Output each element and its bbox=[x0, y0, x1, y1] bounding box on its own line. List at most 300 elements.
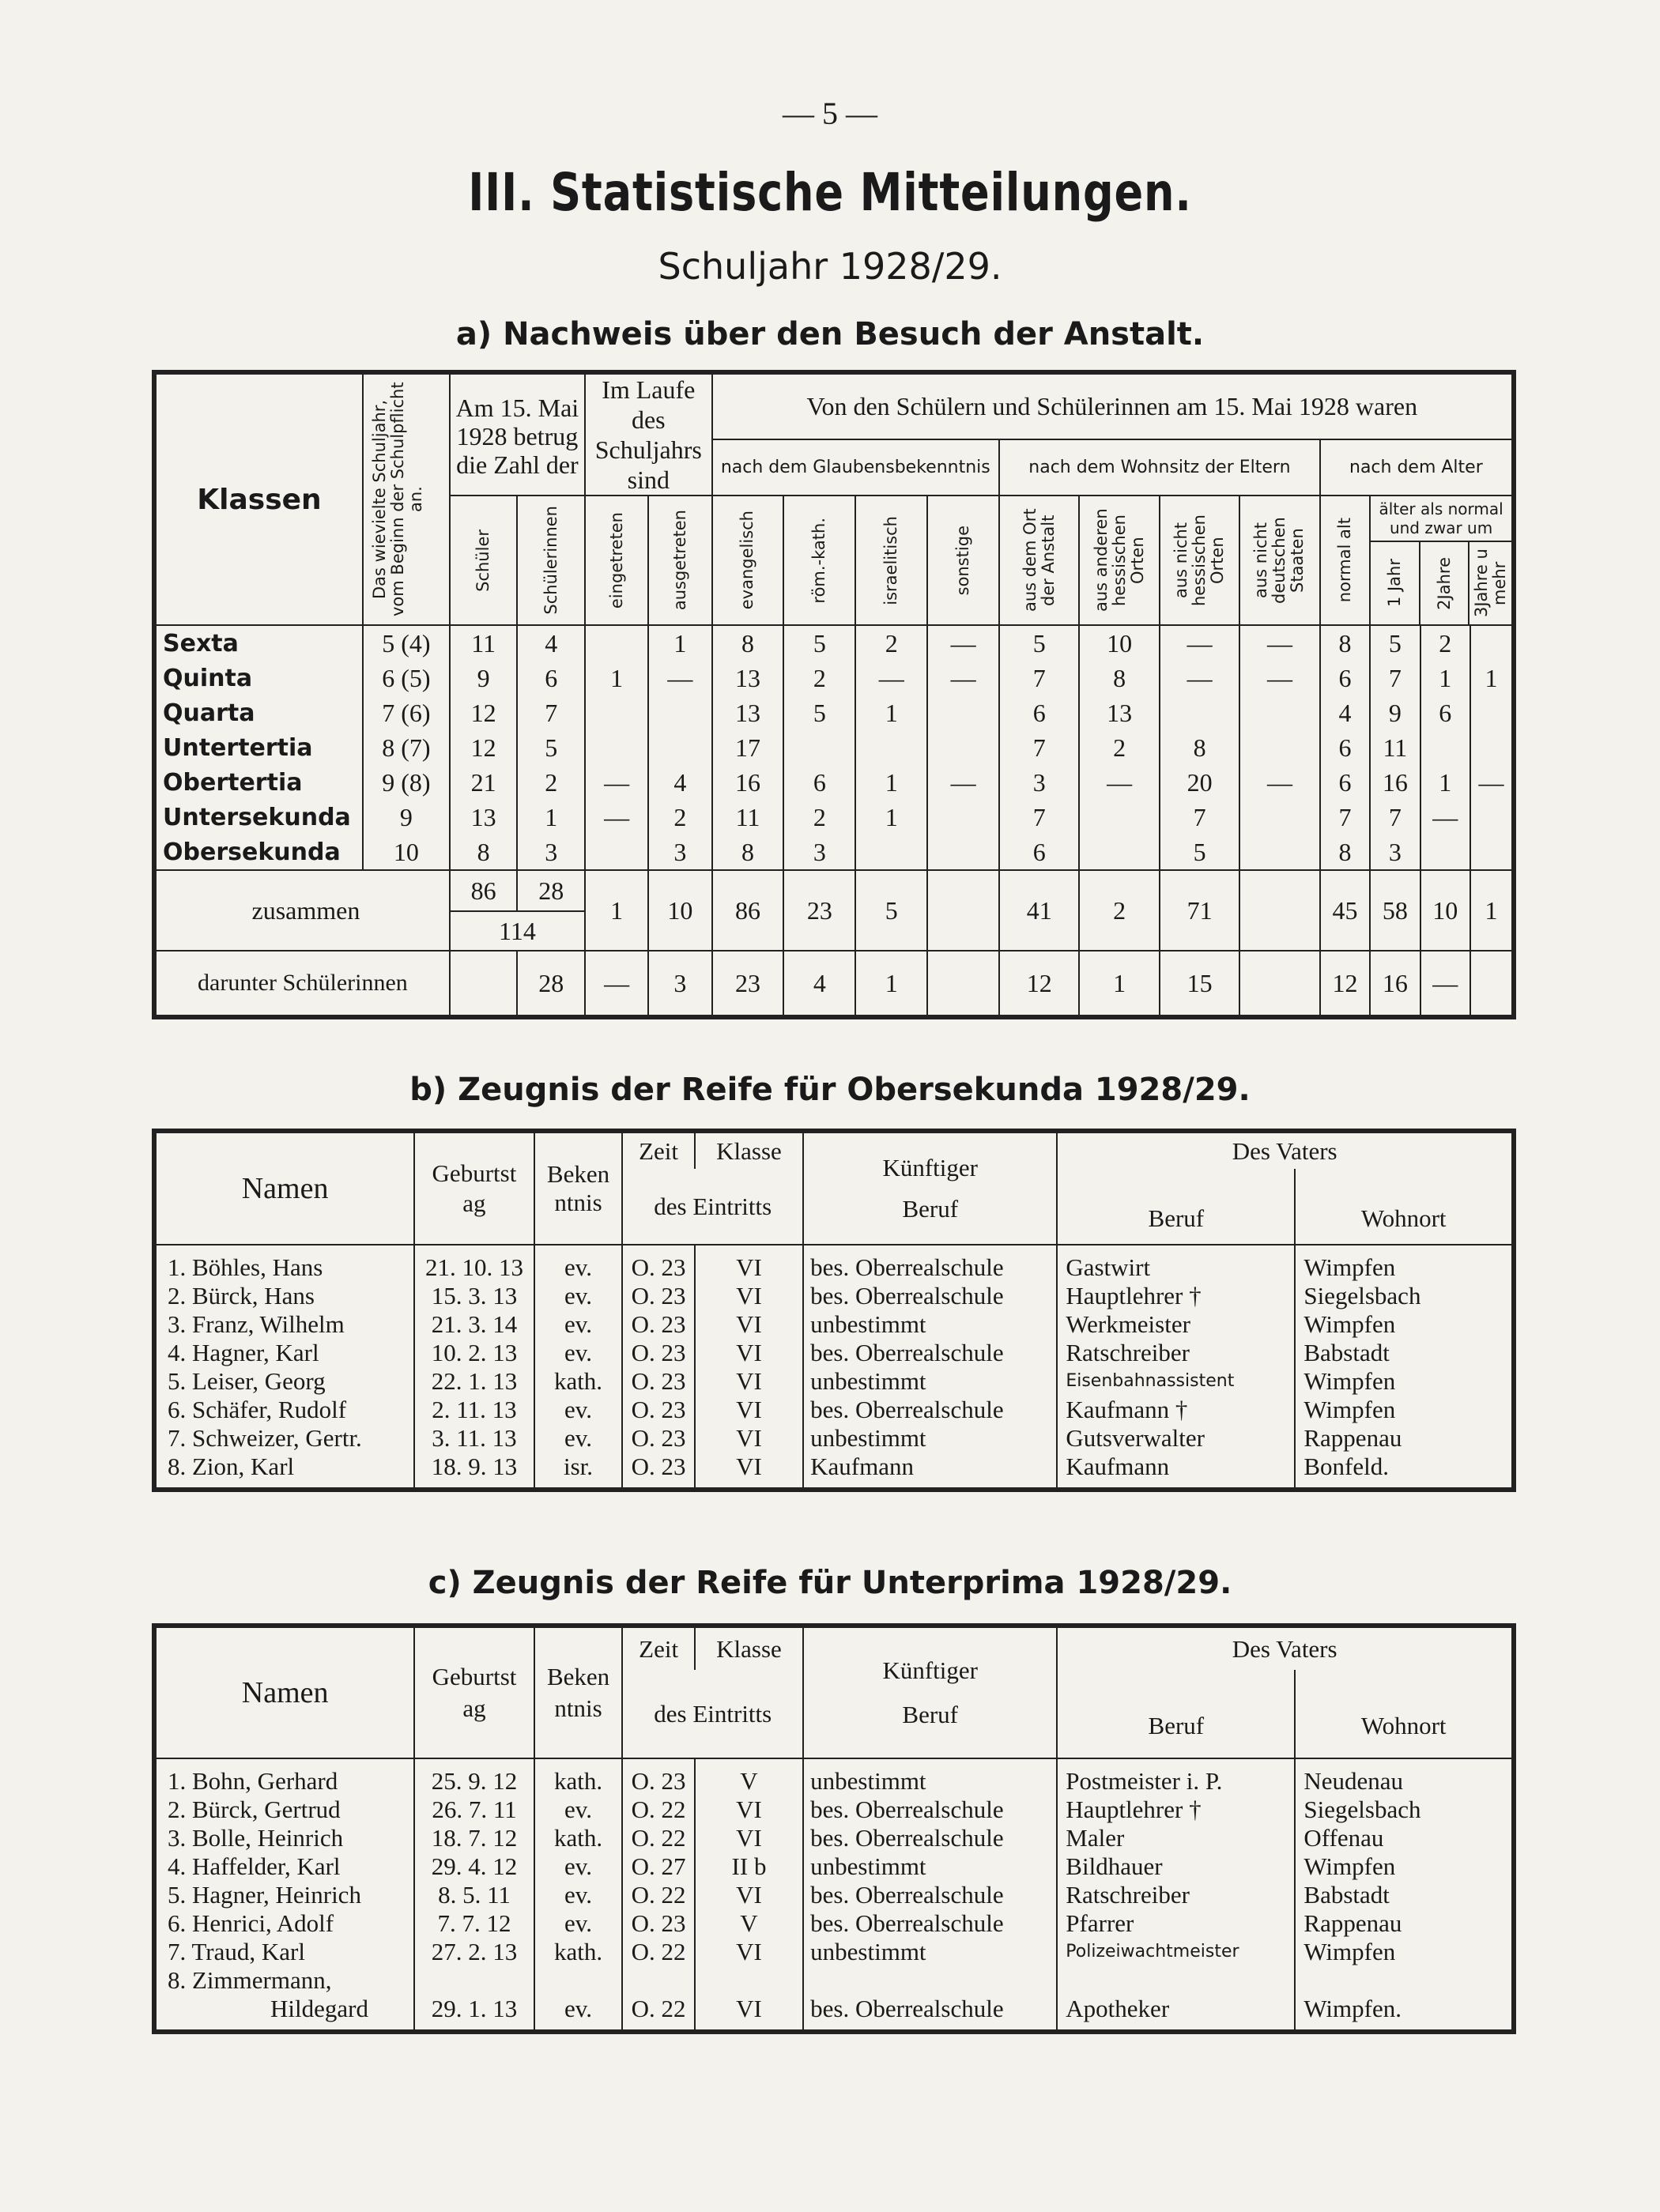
table-cell: — bbox=[927, 765, 999, 800]
table-cell: VI bbox=[695, 1396, 803, 1424]
table-cell: bes. Oberrealschule bbox=[803, 1909, 1057, 1938]
table-row bbox=[154, 1245, 1514, 1282]
sum-j3: 1 bbox=[1470, 870, 1514, 951]
table-cell: 3 bbox=[517, 835, 585, 870]
table-cell: O. 22 bbox=[622, 1966, 694, 2032]
table-cell bbox=[585, 835, 648, 870]
col-wohnort: Wohnort bbox=[1295, 1169, 1514, 1245]
darunter-j2: — bbox=[1420, 951, 1470, 1017]
table-cell: 6 bbox=[999, 835, 1079, 870]
table-cell: ev. bbox=[534, 1881, 623, 1909]
class-name: Untersekunda bbox=[154, 800, 363, 835]
table-cell: — bbox=[1420, 800, 1470, 835]
table-cell: 1 bbox=[648, 625, 711, 661]
sum-normal: 45 bbox=[1320, 870, 1370, 951]
table-cell bbox=[1470, 695, 1514, 730]
table-cell: Kaufmann bbox=[803, 1453, 1057, 1490]
table-cell: Rappenau bbox=[1295, 1909, 1514, 1938]
darunter-ev: 23 bbox=[712, 951, 784, 1017]
table-row bbox=[154, 1310, 1514, 1339]
sum-rk: 23 bbox=[783, 870, 855, 951]
col-geburtstag: Geburtstag bbox=[414, 1131, 534, 1245]
table-cell: 7 bbox=[517, 695, 585, 730]
table-cell: VI bbox=[695, 1796, 803, 1824]
col-namen: Namen bbox=[154, 1626, 414, 1758]
table-cell: 5 bbox=[999, 625, 1079, 661]
col-des-vaters: Des Vaters bbox=[1057, 1626, 1514, 1670]
table-row bbox=[154, 1367, 1514, 1396]
table-cell: 5. Leiser, Georg bbox=[154, 1367, 414, 1396]
table-cell: 5 bbox=[1160, 835, 1239, 870]
darunter-schuelerinnen: 28 bbox=[517, 951, 585, 1017]
table-cell bbox=[648, 730, 711, 765]
table-cell: O. 22 bbox=[622, 1796, 694, 1824]
table-cell: 7 bbox=[999, 800, 1079, 835]
table-cell: 1 bbox=[517, 800, 585, 835]
table-cell bbox=[1239, 730, 1319, 765]
table-cell bbox=[1239, 800, 1319, 835]
table-row bbox=[154, 1938, 1514, 1966]
table-cell: 7 bbox=[999, 730, 1079, 765]
table-row bbox=[154, 661, 1514, 695]
table-cell: Wimpfen bbox=[1295, 1852, 1514, 1881]
table-cell: 6. Schäfer, Rudolf bbox=[154, 1396, 414, 1424]
col-aus-dem-ort: aus dem Ort der Anstalt bbox=[999, 496, 1079, 625]
col-glaube: nach dem Glaubensbekenntnis bbox=[712, 439, 999, 496]
table-cell: 12 bbox=[450, 695, 518, 730]
table-cell: 3 bbox=[1370, 835, 1420, 870]
col-wohnort: Wohnort bbox=[1295, 1670, 1514, 1758]
sum-nichtdt bbox=[1239, 870, 1319, 951]
table-cell: 18. 7. 12 bbox=[414, 1824, 534, 1852]
table-cell: Gutsverwalter bbox=[1057, 1424, 1295, 1453]
col-bekenntnis: Bekenntnis bbox=[534, 1626, 623, 1758]
table-cell: VI bbox=[695, 1824, 803, 1852]
class-name: Untertertia bbox=[154, 730, 363, 765]
table-cell: O. 23 bbox=[622, 1282, 695, 1310]
table-cell: 1 bbox=[855, 800, 927, 835]
darunter-rk: 4 bbox=[783, 951, 855, 1017]
table-cell: ev. bbox=[534, 1852, 623, 1881]
table-cell: 1 bbox=[1420, 765, 1470, 800]
col-klasse: Klasse bbox=[695, 1131, 803, 1169]
table-cell: 1. Böhles, Hans bbox=[154, 1245, 414, 1282]
table-cell: unbestimmt bbox=[803, 1758, 1057, 1796]
table-cell bbox=[1470, 625, 1514, 661]
table-cell: VI bbox=[695, 1245, 803, 1282]
table-cell bbox=[855, 835, 927, 870]
table-cell: 29. 1. 13 bbox=[414, 1966, 534, 2032]
table-row bbox=[154, 1758, 1514, 1796]
table-cell: 2 bbox=[1420, 625, 1470, 661]
table-cell: 13 bbox=[712, 695, 784, 730]
table-cell: ev. bbox=[534, 1909, 623, 1938]
table-cell: 6 bbox=[783, 765, 855, 800]
table-cell: bes. Oberrealschule bbox=[803, 1966, 1057, 2032]
darunter-nichtdt bbox=[1239, 951, 1319, 1017]
table-row bbox=[154, 1966, 1514, 2032]
table-cell: O. 23 bbox=[622, 1909, 694, 1938]
table-cell: 15. 3. 13 bbox=[414, 1282, 534, 1310]
table-cell: 2. Bürck, Gertrud bbox=[154, 1796, 414, 1824]
sum-is: 5 bbox=[855, 870, 927, 951]
table-cell: unbestimmt bbox=[803, 1310, 1057, 1339]
table-cell: 16 bbox=[1370, 765, 1420, 800]
table-cell: 3 bbox=[999, 765, 1079, 800]
table-cell bbox=[855, 730, 927, 765]
table-cell: Kaufmann † bbox=[1057, 1396, 1295, 1424]
table-cell: 1 bbox=[855, 695, 927, 730]
table-cell: Gastwirt bbox=[1057, 1245, 1295, 1282]
table-cell: Bonfeld. bbox=[1295, 1453, 1514, 1490]
table-cell: bes. Oberrealschule bbox=[803, 1796, 1057, 1824]
section-c-heading: c) Zeugnis der Reife für Unterprima 1928/29. bbox=[428, 1565, 1232, 1601]
table-cell: 8 (7) bbox=[363, 730, 450, 765]
table-cell: 1 bbox=[855, 765, 927, 800]
sum-nichthess: 71 bbox=[1160, 870, 1239, 951]
sum-ein: 1 bbox=[585, 870, 648, 951]
col-im-laufe: Im Laufe des Schuljahrs sind bbox=[585, 372, 712, 496]
class-name: Obersekunda bbox=[154, 835, 363, 870]
table-cell bbox=[927, 835, 999, 870]
table-cell: ev. bbox=[534, 1245, 623, 1282]
darunter-andere: 1 bbox=[1079, 951, 1159, 1017]
table-cell: Pfarrer bbox=[1057, 1909, 1295, 1938]
table-row bbox=[154, 695, 1514, 730]
table-cell bbox=[927, 730, 999, 765]
darunter-j1: 16 bbox=[1370, 951, 1420, 1017]
table-cell: 11 bbox=[712, 800, 784, 835]
table-cell: 20 bbox=[1160, 765, 1239, 800]
table-cell: — bbox=[1239, 765, 1319, 800]
table-cell: O. 23 bbox=[622, 1453, 695, 1490]
page-title: III. Statistische Mitteilungen. bbox=[468, 162, 1192, 223]
table-row bbox=[154, 1396, 1514, 1424]
table-cell bbox=[1239, 695, 1319, 730]
class-name: Quinta bbox=[154, 661, 363, 695]
table-cell: 4. Haffelder, Karl bbox=[154, 1852, 414, 1881]
table-cell: — bbox=[927, 625, 999, 661]
table-cell: V bbox=[695, 1909, 803, 1938]
darunter-nichthess: 15 bbox=[1160, 951, 1239, 1017]
table-cell: 6. Henrici, Adolf bbox=[154, 1909, 414, 1938]
col-nicht-deutschen: aus nicht deutschen Staaten bbox=[1239, 496, 1319, 625]
table-cell bbox=[1160, 695, 1239, 730]
section-b-heading: b) Zeugnis der Reife für Obersekunda 1928/29. bbox=[409, 1072, 1251, 1108]
table-cell: 13 bbox=[712, 661, 784, 695]
table-cell bbox=[783, 730, 855, 765]
table-cell: 8 bbox=[1079, 661, 1159, 695]
col-des-vaters: Des Vaters bbox=[1057, 1131, 1514, 1169]
table-row bbox=[154, 765, 1514, 800]
table-cell: Neudenau bbox=[1295, 1758, 1514, 1796]
table-cell: Maler bbox=[1057, 1824, 1295, 1852]
col-geburtstag: Geburtstag bbox=[414, 1626, 534, 1758]
table-cell: 6 bbox=[1320, 765, 1370, 800]
table-cell: — bbox=[585, 765, 648, 800]
table-cell: 7 bbox=[1370, 800, 1420, 835]
table-cell: 3 bbox=[648, 835, 711, 870]
table-cell: O. 23 bbox=[622, 1339, 695, 1367]
table-cell: 6 bbox=[999, 695, 1079, 730]
col-sonstige: sonstige bbox=[927, 496, 999, 625]
table-cell: O. 22 bbox=[622, 1938, 694, 1966]
sum-so bbox=[927, 870, 999, 951]
table-cell: Wimpfen bbox=[1295, 1367, 1514, 1396]
table-cell: VI bbox=[695, 1339, 803, 1367]
col-des-eintritts: des Eintritts bbox=[622, 1169, 803, 1245]
table-cell: 7 bbox=[999, 661, 1079, 695]
table-cell: Kaufmann bbox=[1057, 1453, 1295, 1490]
darunter-ein: — bbox=[585, 951, 648, 1017]
table-cell: 11 bbox=[1370, 730, 1420, 765]
table-cell: unbestimmt bbox=[803, 1367, 1057, 1396]
table-cell: Siegelsbach bbox=[1295, 1796, 1514, 1824]
table-row bbox=[154, 1824, 1514, 1852]
table-cell bbox=[1239, 835, 1319, 870]
col-beruf: Beruf bbox=[1057, 1670, 1295, 1758]
table-cell: 8 bbox=[1320, 625, 1370, 661]
darunter-j3 bbox=[1470, 951, 1514, 1017]
table-cell: 8 bbox=[450, 835, 518, 870]
darunter-ort: 12 bbox=[999, 951, 1079, 1017]
table-cell: Wimpfen bbox=[1295, 1310, 1514, 1339]
table-cell: Wimpfen bbox=[1295, 1938, 1514, 1966]
table-cell bbox=[1470, 730, 1514, 765]
table-cell: — bbox=[585, 800, 648, 835]
col-eingetreten: eingetreten bbox=[585, 496, 648, 625]
table-cell: O. 27 bbox=[622, 1852, 694, 1881]
table-cell: Postmeister i. P. bbox=[1057, 1758, 1295, 1796]
col-bekenntnis: Bekenntnis bbox=[534, 1131, 623, 1245]
table-cell: O. 23 bbox=[622, 1310, 695, 1339]
table-cell: — bbox=[855, 661, 927, 695]
table-cell: V bbox=[695, 1758, 803, 1796]
name-cell bbox=[154, 1966, 414, 2032]
darunter-is: 1 bbox=[855, 951, 927, 1017]
darunter-schueler bbox=[450, 951, 518, 1017]
table-cell: ev. bbox=[534, 1796, 623, 1824]
table-cell: Hauptlehrer † bbox=[1057, 1282, 1295, 1310]
table-cell: 12 bbox=[450, 730, 518, 765]
table-cell: 10. 2. 13 bbox=[414, 1339, 534, 1367]
col-nicht-hessischen: aus nicht hessischen Orten bbox=[1160, 496, 1239, 625]
col-1-jahr: 1 Jahr bbox=[1371, 542, 1420, 624]
table-cell: 10 bbox=[363, 835, 450, 870]
darunter-aus: 3 bbox=[648, 951, 711, 1017]
sum-ort: 41 bbox=[999, 870, 1079, 951]
table-cell: Babstadt bbox=[1295, 1881, 1514, 1909]
table-cell: O. 23 bbox=[622, 1245, 695, 1282]
table-cell: Wimpfen. bbox=[1295, 1966, 1514, 2032]
table-cell bbox=[1420, 730, 1470, 765]
table-cell bbox=[585, 695, 648, 730]
table-cell: Wimpfen bbox=[1295, 1396, 1514, 1424]
table-cell: O. 23 bbox=[622, 1424, 695, 1453]
table-cell: VI bbox=[695, 1310, 803, 1339]
table-row bbox=[154, 1282, 1514, 1310]
table-cell: bes. Oberrealschule bbox=[803, 1245, 1057, 1282]
table-row bbox=[154, 800, 1514, 835]
col-alter: nach dem Alter bbox=[1320, 439, 1514, 496]
table-cell: kath. bbox=[534, 1824, 623, 1852]
table-cell bbox=[1079, 835, 1159, 870]
darunter-so bbox=[927, 951, 999, 1017]
table-row bbox=[154, 835, 1514, 870]
table-cell bbox=[1470, 835, 1514, 870]
table-cell: 7. Schweizer, Gertr. bbox=[154, 1424, 414, 1453]
table-cell: 9 (8) bbox=[363, 765, 450, 800]
table-cell: 2. 11. 13 bbox=[414, 1396, 534, 1424]
name-line-1: 8. Zimmermann, bbox=[168, 1966, 332, 1994]
table-cell bbox=[1079, 800, 1159, 835]
table-cell: O. 22 bbox=[622, 1881, 694, 1909]
table-cell: 7 bbox=[1160, 800, 1239, 835]
table-cell: kath. bbox=[534, 1758, 623, 1796]
table-cell: 18. 9. 13 bbox=[414, 1453, 534, 1490]
section-a-heading: a) Nachweis über den Besuch der Anstalt. bbox=[455, 316, 1205, 352]
table-row bbox=[154, 1424, 1514, 1453]
table-cell: 2 bbox=[1079, 730, 1159, 765]
table-cell: bes. Oberrealschule bbox=[803, 1881, 1057, 1909]
table-cell: isr. bbox=[534, 1453, 623, 1490]
table-cell: 5 bbox=[783, 695, 855, 730]
class-name: Sexta bbox=[154, 625, 363, 661]
table-cell: 6 (5) bbox=[363, 661, 450, 695]
col-namen: Namen bbox=[154, 1131, 414, 1245]
col-israelitisch: israelitisch bbox=[855, 496, 927, 625]
table-cell: Ratschreiber bbox=[1057, 1881, 1295, 1909]
table-cell: 8. Zion, Karl bbox=[154, 1453, 414, 1490]
table-cell: ev. bbox=[534, 1966, 623, 2032]
col-schuelerinnen: Schülerinnen bbox=[517, 496, 585, 625]
table-cell: 17 bbox=[712, 730, 784, 765]
page-number: — 5 — bbox=[783, 96, 877, 131]
darunter-label: darunter Schülerinnen bbox=[154, 951, 450, 1017]
table-cell bbox=[585, 730, 648, 765]
col-beruf: Beruf bbox=[1057, 1169, 1295, 1245]
table-cell: — bbox=[648, 661, 711, 695]
table-cell: kath. bbox=[534, 1367, 623, 1396]
table-cell: VI bbox=[695, 1424, 803, 1453]
col-kuenftiger: Künftiger Beruf bbox=[803, 1626, 1057, 1758]
table-row bbox=[154, 1796, 1514, 1824]
unterprima-table bbox=[152, 1623, 1516, 2034]
table-row bbox=[154, 1909, 1514, 1938]
page-subtitle: Schuljahr 1928/29. bbox=[658, 245, 1002, 288]
table-cell: unbestimmt bbox=[803, 1424, 1057, 1453]
col-am15: Am 15. Mai 1928 betrug die Zahl der bbox=[450, 372, 585, 496]
table-row bbox=[154, 625, 1514, 661]
table-cell: 8. 5. 11 bbox=[414, 1881, 534, 1909]
table-cell: bes. Oberrealschule bbox=[803, 1824, 1057, 1852]
table-cell: 13 bbox=[1079, 695, 1159, 730]
col-normal-alt: normal alt bbox=[1320, 496, 1370, 625]
table-cell: 2 bbox=[783, 661, 855, 695]
table-cell: 7. 7. 12 bbox=[414, 1909, 534, 1938]
table-cell bbox=[927, 695, 999, 730]
table-row bbox=[154, 1453, 1514, 1490]
col-klasse: Klasse bbox=[695, 1626, 803, 1670]
table-cell: — bbox=[1160, 661, 1239, 695]
col-schueler: Schüler bbox=[450, 496, 518, 625]
sum-aus: 10 bbox=[648, 870, 711, 951]
table-cell: Bildhauer bbox=[1057, 1852, 1295, 1881]
table-cell: 13 bbox=[450, 800, 518, 835]
table-cell: 6 bbox=[1420, 695, 1470, 730]
col-klassen: Klassen bbox=[154, 372, 363, 625]
attendance-table bbox=[152, 370, 1516, 1019]
table-cell: 7 bbox=[1370, 661, 1420, 695]
table-cell: 7 (6) bbox=[363, 695, 450, 730]
col-aelter: älter als normal und zwar um 1 Jahr 2Jahre 3Jahre u mehr bbox=[1370, 496, 1514, 625]
table-row bbox=[154, 1881, 1514, 1909]
table-cell: — bbox=[1470, 765, 1514, 800]
table-cell: Offenau bbox=[1295, 1824, 1514, 1852]
table-cell: Eisenbahnassistent bbox=[1057, 1367, 1295, 1396]
table-cell: bes. Oberrealschule bbox=[803, 1396, 1057, 1424]
table-cell: 5 bbox=[517, 730, 585, 765]
table-cell bbox=[585, 625, 648, 661]
table-cell: Hauptlehrer † bbox=[1057, 1796, 1295, 1824]
table-cell: 5. Hagner, Heinrich bbox=[154, 1881, 414, 1909]
table-cell: unbestimmt bbox=[803, 1938, 1057, 1966]
table-cell: II b bbox=[695, 1852, 803, 1881]
table-cell: 9 bbox=[1370, 695, 1420, 730]
table-cell: 4. Hagner, Karl bbox=[154, 1339, 414, 1367]
table-cell: 2 bbox=[783, 800, 855, 835]
darunter-row bbox=[154, 951, 1514, 1017]
table-cell: O. 23 bbox=[622, 1396, 695, 1424]
table-cell: 25. 9. 12 bbox=[414, 1758, 534, 1796]
table-cell: Werkmeister bbox=[1057, 1310, 1295, 1339]
table-cell bbox=[927, 800, 999, 835]
table-cell: O. 23 bbox=[622, 1367, 695, 1396]
table-cell: — bbox=[927, 661, 999, 695]
table-cell: 3. Bolle, Heinrich bbox=[154, 1824, 414, 1852]
col-schuljahr: Das wievielte Schuljahr, vom Beginn der Schulpflicht an. bbox=[363, 372, 450, 625]
table-cell: ev. bbox=[534, 1339, 623, 1367]
sum-label: zusammen bbox=[154, 870, 450, 951]
table-cell: — bbox=[1239, 661, 1319, 695]
table-cell: VI bbox=[695, 1453, 803, 1490]
table-cell: 3 bbox=[783, 835, 855, 870]
sum-andere: 2 bbox=[1079, 870, 1159, 951]
table-cell: VI bbox=[695, 1282, 803, 1310]
table-cell: 6 bbox=[1320, 730, 1370, 765]
table-cell: ev. bbox=[534, 1282, 623, 1310]
table-cell: 5 bbox=[1370, 625, 1420, 661]
table-row bbox=[154, 1852, 1514, 1881]
table-cell: 11 bbox=[450, 625, 518, 661]
table-cell: 9 bbox=[450, 661, 518, 695]
table-cell: ev. bbox=[534, 1396, 623, 1424]
table-cell: 27. 2. 13 bbox=[414, 1938, 534, 1966]
table-cell: 29. 4. 12 bbox=[414, 1852, 534, 1881]
table-cell: O. 23 bbox=[622, 1758, 694, 1796]
table-cell: 4 bbox=[648, 765, 711, 800]
table-cell bbox=[648, 695, 711, 730]
table-cell: Apotheker bbox=[1057, 1966, 1295, 2032]
table-cell: bes. Oberrealschule bbox=[803, 1339, 1057, 1367]
table-cell: VI bbox=[695, 1966, 803, 2032]
table-cell: 4 bbox=[517, 625, 585, 661]
table-cell: 6 bbox=[1320, 661, 1370, 695]
col-wohnsitz: nach dem Wohnsitz der Eltern bbox=[999, 439, 1320, 496]
table-cell: 7 bbox=[1320, 800, 1370, 835]
table-cell: 2 bbox=[648, 800, 711, 835]
class-name: Quarta bbox=[154, 695, 363, 730]
